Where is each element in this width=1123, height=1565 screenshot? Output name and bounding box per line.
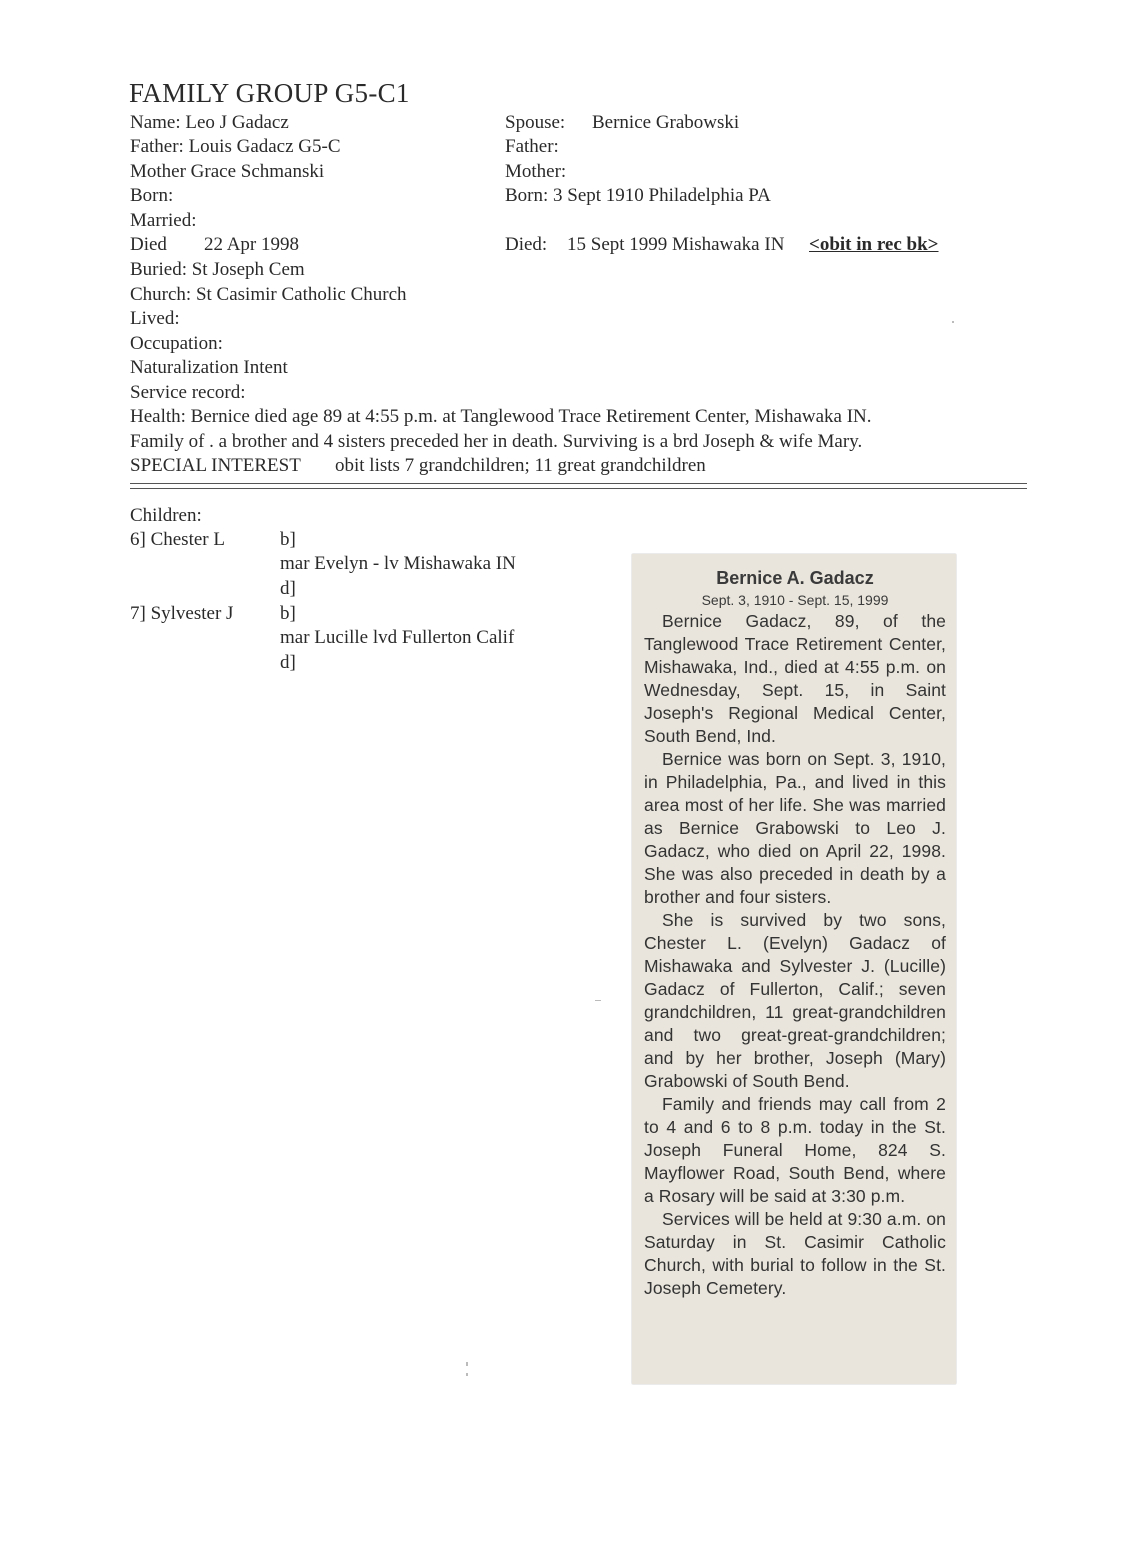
obituary-clipping [632,554,956,1384]
family-note: Family of . a brother and 4 sisters preceded her in death. Surviving is a brd Joseph & wife Mary. [130,431,863,452]
child-died: d] [280,578,296,599]
spouse-died-label: Died: [505,234,548,255]
child-married: mar Evelyn - lv Mishawaka IN [280,553,516,574]
scan-speck [466,1373,468,1376]
mother-field: Mother Grace Schmanski [130,161,325,182]
spouse-died-value: 15 Sept 1999 Mishawaka IN [567,234,785,255]
obituary-dates: Sept. 3, 1910 - Sept. 15, 1999 [701,592,889,608]
special-interest-label: SPECIAL INTEREST [130,455,301,476]
child-name: 6] Chester L [130,529,225,550]
obituary-paragraph: Family and friends may call from 2 to 4 and 6 to 8 p.m. today in the St. Joseph Funeral Home, 824 S. Mayflower Road, South Bend, where a Rosary will be said at 3:30 p.m. [644,1094,946,1206]
occupation-field: Occupation: [130,333,223,354]
obituary-name: Bernice A. Gadacz [716,568,874,588]
married-field: Married: [130,210,197,231]
health-note: Health: Bernice died age 89 at 4:55 p.m. at Tanglewood Trace Retirement Center, Mishawaka IN. [130,406,872,427]
died-label: Died [130,234,167,255]
spouse-father-field: Father: [505,136,559,157]
father-field: Father: Louis Gadacz G5-C [130,136,341,157]
obituary-paragraph: Services will be held at 9:30 a.m. on Saturday in St. Casimir Catholic Church, with burial to follow in the St. Joseph Cemetery. [644,1209,946,1298]
spouse-label: Spouse: [505,112,566,133]
divider-rule [130,483,1027,489]
spouse-born-field: Born: 3 Sept 1910 Philadelphia PA [505,185,771,206]
scan-speck [952,321,954,323]
naturalization-field: Naturalization Intent [130,357,288,378]
child-died: d] [280,652,296,673]
child-married: mar Lucille lvd Fullerton Calif [280,627,515,648]
children-heading: Children: [130,505,202,526]
child-born: b] [280,603,296,624]
scan-speck [595,1000,601,1001]
obituary-paragraph: Bernice Gadacz, 89, of the Tanglewood Trace Retirement Center, Mishawaka, Ind., died at 4:55 p.m. on Wednesday, Sept. 15, in Saint Joseph's Regional Medical Center, South Bend, Ind. [644,611,946,746]
obituary-paragraph: She is survived by two sons, Chester L. (Evelyn) Gadacz of Mishawaka and Sylvester J. (Lucille) Gadacz of Fullerton, Calif.; seven grandchildren, 11 great-grandchildren and two great-great-grandchildren; and by her brother, Joseph (Mary) Grabowski of South Bend. [644,910,946,1091]
service-record-field: Service record: [130,382,246,403]
lived-field: Lived: [130,308,180,329]
obituary-paragraph: Bernice was born on Sept. 3, 1910, in Philadelphia, Pa., and lived in this area most of her life. She was married as Bernice Grabowski to Leo J. Gadacz, who died on April 22, 1998. She was also preceded in death by a brother and four sisters. [644,749,946,907]
buried-field: Buried: St Joseph Cem [130,259,305,280]
church-field: Church: St Casimir Catholic Church [130,284,407,305]
name-field: Name: Leo J Gadacz [130,112,289,133]
spouse-value: Bernice Grabowski [592,112,740,133]
died-value: 22 Apr 1998 [204,234,299,255]
spouse-mother-field: Mother: [505,161,567,182]
obit-link[interactable]: <obit in rec bk> [809,234,939,255]
born-field: Born: [130,185,174,206]
child-born: b] [280,529,296,550]
page-title: FAMILY GROUP G5-C1 [129,78,410,108]
child-name: 7] Sylvester J [130,603,234,624]
special-interest-value: obit lists 7 grandchildren; 11 great grandchildren [335,455,706,476]
scan-speck [466,1362,468,1366]
